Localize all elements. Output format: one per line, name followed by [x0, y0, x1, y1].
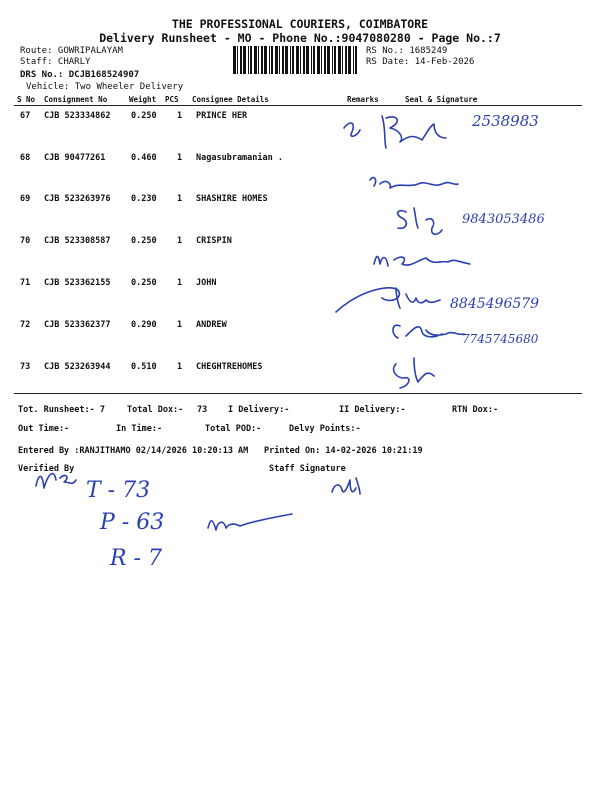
rs-date: RS Date: 14-Feb-2026	[366, 57, 475, 67]
entered-by: Entered By :RANJITHAMO 02/14/2026 10:20:13 AM	[18, 446, 249, 456]
total-dox-value: 73	[197, 405, 208, 415]
verified-by-label: Verified By	[18, 464, 75, 474]
row-sno: 68	[20, 153, 31, 163]
handwritten-phone-71: 8845496579	[450, 296, 540, 312]
drs-number: DRS No.: DCJB168524907	[20, 70, 140, 80]
col-pcs: PCS	[165, 95, 179, 104]
row-pcs: 1	[177, 278, 183, 288]
col-consignment: Consignment No	[44, 95, 108, 104]
row-consignee: PRINCE HER	[196, 111, 248, 121]
row-weight: 0.250	[131, 278, 157, 288]
col-seal-signature: Seal & Signature	[405, 95, 478, 104]
row-consignee: CHEGHTREHOMES	[196, 362, 263, 372]
signature-strokes	[330, 108, 600, 408]
printed-on: Printed On: 14-02-2026 10:21:19	[264, 446, 423, 456]
rtn-dox: RTN Dox:-	[452, 405, 499, 415]
row-weight: 0.460	[131, 153, 157, 163]
row-consignment: CJB 523362155	[44, 278, 111, 288]
row-consignee: ANDREW	[196, 320, 227, 330]
row-weight: 0.250	[131, 111, 157, 121]
row-sno: 71	[20, 278, 31, 288]
handwritten-phone-69: 9843053486	[462, 212, 545, 227]
staff-label: Staff: CHARLY	[20, 57, 91, 67]
col-sno: S No	[17, 95, 36, 104]
barcode-image	[233, 46, 361, 74]
row-pcs: 1	[177, 153, 183, 163]
row-weight: 0.290	[131, 320, 157, 330]
row-weight: 0.230	[131, 194, 157, 204]
tot-runsheet: Tot. Runsheet:- 7	[18, 405, 105, 415]
col-weight: Weight	[129, 95, 157, 104]
row-pcs: 1	[177, 236, 183, 246]
total-dox-label: Total Dox:-	[127, 405, 184, 415]
row-consignee: Nagasubramanian .	[196, 153, 283, 163]
handwritten-note-r: R - 7	[110, 546, 162, 571]
row-consignment: CJB 523263976	[44, 194, 111, 204]
col-remarks: Remarks	[347, 95, 379, 104]
handwritten-phone-67: 2538983	[472, 112, 539, 130]
row-consignment: CJB 523263944	[44, 362, 111, 372]
delvy-points: Delvy Points:-	[289, 424, 361, 434]
row-consignee: CRISPIN	[196, 236, 232, 246]
runsheet-subtitle: Delivery Runsheet - MO - Phone No.:9047080280 - Page No.:7	[99, 31, 501, 45]
handwritten-phone-72: 7745745680	[462, 332, 539, 346]
row-pcs: 1	[177, 111, 183, 121]
out-time: Out Time:-	[18, 424, 70, 434]
row-consignment: CJB 90477261	[44, 153, 106, 163]
row-consignment: CJB 523308587	[44, 236, 111, 246]
header-divider	[14, 105, 582, 106]
row-pcs: 1	[177, 320, 183, 330]
bottom-signature-strokes	[30, 458, 320, 578]
row-sno: 69	[20, 194, 31, 204]
vehicle-label: Vehicle: Two Wheeler Delivery	[26, 82, 184, 92]
row-sno: 72	[20, 320, 31, 330]
row-weight: 0.510	[131, 362, 157, 372]
handwritten-note-t: T - 73	[86, 478, 151, 503]
company-title: THE PROFESSIONAL COURIERS, COIMBATORE	[171, 17, 429, 31]
row-pcs: 1	[177, 362, 183, 372]
handwritten-note-p: P - 63	[100, 510, 165, 535]
staff-signature-mark	[326, 470, 366, 504]
row-pcs: 1	[177, 194, 183, 204]
row-consignee: JOHN	[196, 278, 217, 288]
row-sno: 73	[20, 362, 31, 372]
total-pod: Total POD:-	[205, 424, 262, 434]
i-delivery: I Delivery:-	[228, 405, 290, 415]
row-consignee: SHASHIRE HOMES	[196, 194, 268, 204]
row-weight: 0.250	[131, 236, 157, 246]
row-consignment: CJB 523362377	[44, 320, 111, 330]
rs-number: RS No.: 1685249	[366, 46, 448, 56]
staff-signature-label: Staff Signature	[269, 464, 346, 474]
row-consignment: CJB 523334862	[44, 111, 111, 121]
col-consignee: Consignee Details	[192, 95, 269, 104]
row-sno: 70	[20, 236, 31, 246]
row-sno: 67	[20, 111, 31, 121]
route-label: Route: GOWRIPALAYAM	[20, 46, 123, 56]
in-time: In Time:-	[116, 424, 163, 434]
ii-delivery: II Delivery:-	[339, 405, 406, 415]
